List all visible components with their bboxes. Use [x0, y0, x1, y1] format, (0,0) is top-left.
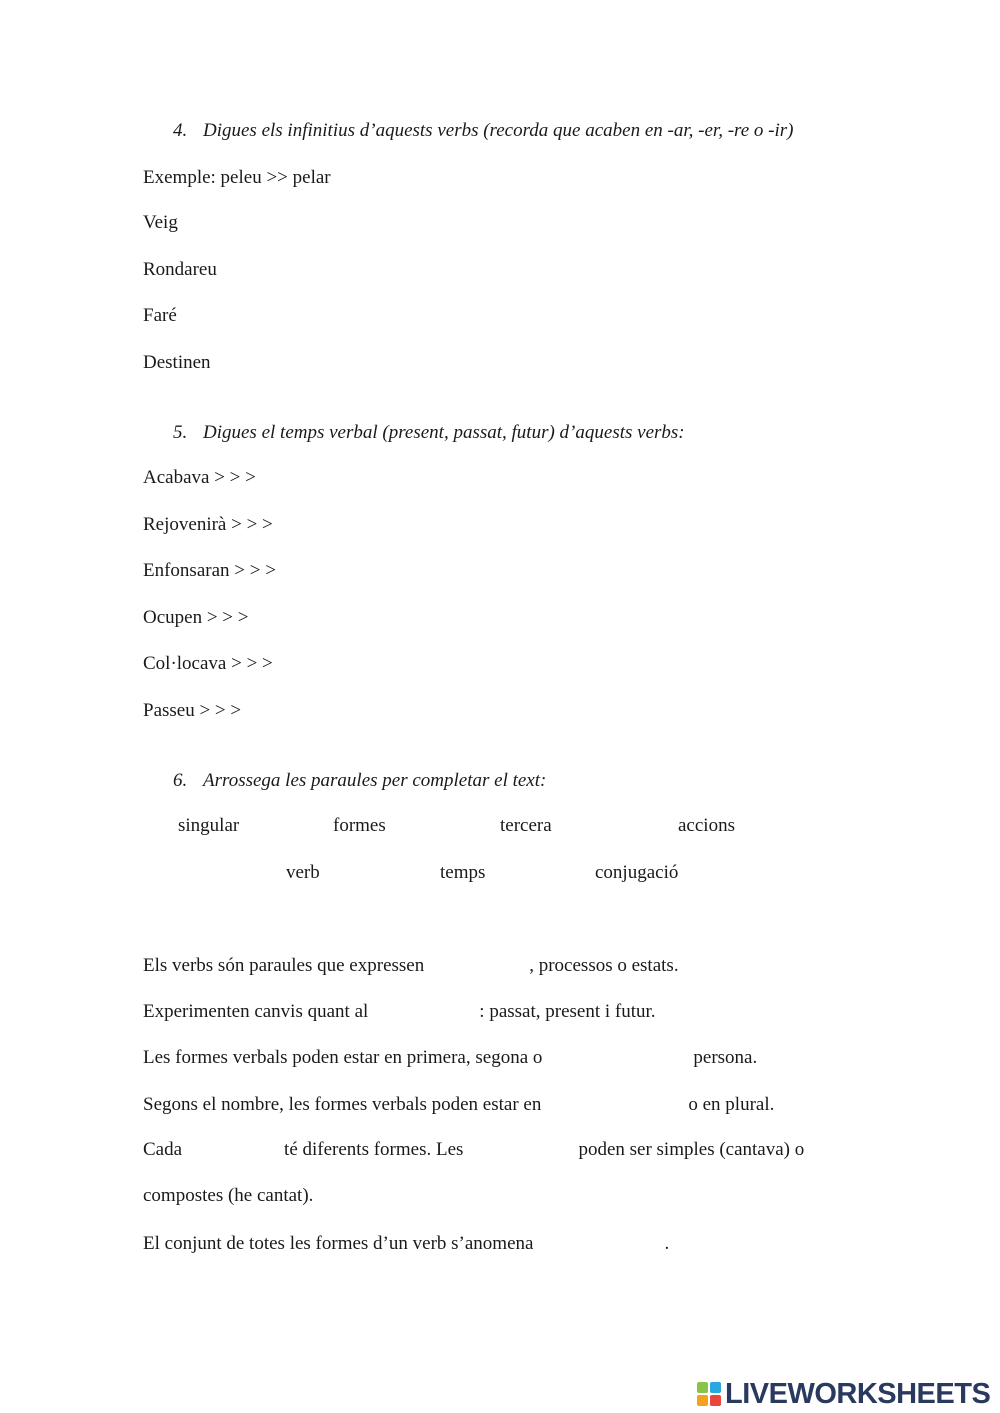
cloze-line-6: compostes (he cantat).	[143, 1185, 314, 1206]
q4-example: Exemple: peleu >> pelar	[143, 167, 331, 188]
cloze-text: o en plural.	[688, 1094, 775, 1115]
cloze-text: Cada	[143, 1139, 183, 1160]
word-bank-verb[interactable]: verb	[286, 862, 320, 883]
liveworksheets-logo-icon	[697, 1382, 721, 1406]
word-bank-singular[interactable]: singular	[178, 815, 240, 836]
q4-item: Destinen	[143, 352, 211, 373]
cloze-line-3	[143, 1048, 757, 1067]
cloze-text: poden ser simples (cantava) o	[578, 1139, 805, 1160]
q5-instruction	[173, 423, 685, 442]
cloze-text: Els verbs són paraules que expressen	[143, 955, 425, 976]
cloze-text: Segons el nombre, les formes verbals poden estar en	[143, 1094, 542, 1115]
q4-instruction	[173, 121, 793, 140]
cloze-text: El conjunt de totes les formes d’un verb s’anomena	[143, 1233, 534, 1254]
word-bank-conjugacio[interactable]: conjugació	[595, 862, 679, 883]
q5-item: Acabava > > >	[143, 467, 256, 488]
q5-item: Passeu > > >	[143, 700, 242, 721]
cloze-text: Les formes verbals poden estar en primera, segona o	[143, 1047, 543, 1068]
q6-instruction	[173, 771, 546, 790]
cloze-line-7	[143, 1234, 669, 1253]
cloze-text: té diferents formes. Les	[284, 1139, 464, 1160]
cloze-line-1	[143, 956, 679, 975]
q5-item: Enfonsaran > > >	[143, 560, 276, 581]
word-bank-accions[interactable]: accions	[678, 815, 735, 836]
q4-item: Veig	[143, 212, 178, 233]
cloze-text: , processos o estats.	[529, 955, 679, 976]
word-bank-formes[interactable]: formes	[333, 815, 386, 836]
q5-item: Ocupen > > >	[143, 607, 249, 628]
cloze-text: : passat, present i futur.	[479, 1001, 656, 1022]
q4-number: 4.	[173, 120, 188, 141]
word-bank-tercera[interactable]: tercera	[500, 815, 552, 836]
q5-item: Rejovenirà > > >	[143, 514, 273, 535]
q4-item: Rondareu	[143, 259, 217, 280]
brand-name: LIVEWORKSHEETS	[725, 1377, 991, 1410]
word-bank-temps[interactable]: temps	[440, 862, 486, 883]
cloze-text: Experimenten canvis quant al	[143, 1001, 369, 1022]
q6-instruction-text: Arrossega les paraules per completar el text:	[203, 770, 547, 791]
liveworksheets-logo	[697, 1377, 990, 1411]
q4-instruction-text: Digues els infinitius d’aquests verbs (recorda que acaben en -ar, -er, -re o -ir)	[203, 120, 794, 141]
q5-number: 5.	[173, 422, 188, 443]
q5-instruction-text: Digues el temps verbal (present, passat, futur) d’aquests verbs:	[203, 422, 685, 443]
cloze-line-4	[143, 1095, 774, 1114]
q6-number: 6.	[173, 770, 188, 791]
q5-item: Col·locava > > >	[143, 653, 273, 674]
cloze-text: .	[664, 1233, 670, 1254]
q4-item: Faré	[143, 305, 177, 326]
cloze-text: persona.	[693, 1047, 758, 1068]
cloze-line-2	[143, 1002, 656, 1021]
cloze-line-5	[143, 1140, 804, 1159]
